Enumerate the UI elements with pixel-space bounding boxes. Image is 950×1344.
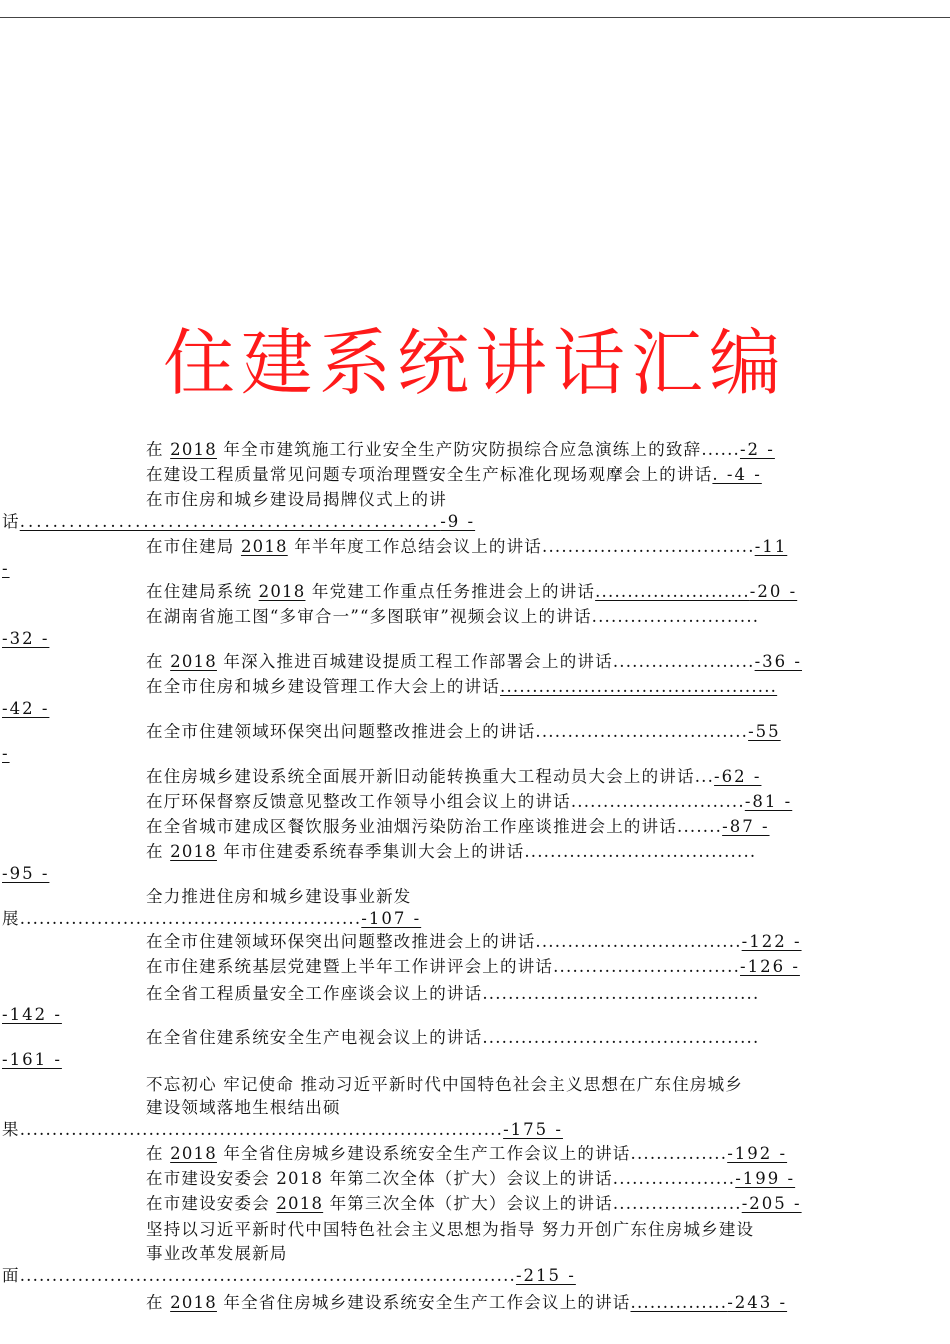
toc-page-number[interactable]: -205 - <box>741 1194 802 1213</box>
toc-entry-text: 在全市住建领域环保突出问题整改推进会上的讲话 <box>146 932 536 951</box>
toc-page-number[interactable]: -42 - <box>2 699 50 718</box>
toc-leader-dots: ........................................... <box>482 984 760 1003</box>
toc-page-number[interactable]: -107 - <box>361 909 422 928</box>
toc-page-number[interactable]: - <box>2 744 10 763</box>
toc-entry[interactable] <box>146 841 756 863</box>
toc-entry-continuation[interactable] <box>146 1243 288 1265</box>
toc-entry[interactable] <box>146 886 412 908</box>
toc-entry-text: 在市建设安委会 2018 年第二次全体（扩大）会议上的讲话 <box>146 1169 613 1188</box>
toc-entry-continuation[interactable] <box>2 511 475 533</box>
toc-page-wrap <box>2 743 10 765</box>
toc-entry-text: 在住房城乡建设系统全面展开新旧动能转换重大工程动员大会上的讲话 <box>146 767 695 786</box>
toc-entry-text: 年半年度工作总结会议上的讲话 <box>287 537 542 556</box>
toc-entry-text: 在住建局系统 <box>146 582 259 601</box>
toc-entry-text: 在湖南省施工图“多审合一”“多图联审”视频会议上的讲话 <box>146 607 592 626</box>
toc-entry[interactable] <box>146 1168 795 1190</box>
toc-entry[interactable] <box>146 581 797 603</box>
toc-entry-text: 在 <box>146 1144 171 1163</box>
toc-page-number[interactable]: -2 - <box>739 440 775 459</box>
toc-entry-year: 2018 <box>170 440 217 459</box>
toc-entry-year: 2018 <box>240 537 288 556</box>
toc-entry-continuation[interactable] <box>2 908 421 930</box>
toc-entry-text: 年全市建筑施工行业安全生产防灾防损综合应急演练上的致辞 <box>216 440 702 459</box>
toc-leader-dots: ....... <box>677 817 723 836</box>
toc-entry-text: 在市住房和城乡建设局揭牌仪式上的讲 <box>146 490 447 509</box>
toc-leader-dots: ........................ <box>595 582 750 601</box>
toc-page-number[interactable]: - <box>2 559 10 578</box>
toc-leader-dots: ............................................................................. <box>19 1266 516 1285</box>
toc-entry-year: 2018 <box>170 652 217 671</box>
toc-entry-continuation[interactable] <box>2 1119 563 1141</box>
toc-leader-dots: ................................ <box>535 932 742 951</box>
toc-entry-text: 年第三次全体（扩大）会议上的讲话 <box>323 1194 613 1213</box>
toc-page-wrap <box>2 698 49 720</box>
toc-entry-text: 在全省住建系统安全生产电视会议上的讲话 <box>146 1028 483 1047</box>
toc-entry-text: 在 <box>146 842 171 861</box>
toc-page-number[interactable]: -175 - <box>503 1120 563 1139</box>
toc-page-number[interactable]: -199 - <box>735 1169 796 1188</box>
toc-leader-dots: ..................................................... <box>19 909 362 928</box>
toc-entry[interactable] <box>146 1292 787 1314</box>
toc-entry[interactable] <box>146 791 792 813</box>
toc-page-number[interactable]: -32 - <box>2 629 50 648</box>
toc-entry-text: 年深入推进百城建设提质工程工作部署会上的讲话 <box>216 652 613 671</box>
toc-entry-year: 2018 <box>170 1293 217 1312</box>
toc-page-number[interactable]: -55 <box>748 722 781 741</box>
toc-entry-text: 在 <box>146 1293 171 1312</box>
toc-entry-text: 话 <box>2 512 20 531</box>
toc-leader-dots: .................................... <box>524 842 757 861</box>
toc-leader-dots: ... <box>694 767 715 786</box>
toc-entry-text: 果 <box>2 1120 20 1139</box>
toc-page-wrap <box>2 558 10 580</box>
toc-entry-continuation[interactable] <box>2 1265 576 1287</box>
toc-entry-text: 建设领域落地生根结出硕 <box>146 1098 341 1117</box>
toc-page-number[interactable]: -122 - <box>741 932 802 951</box>
toc-entry-year: 2018 <box>170 842 217 861</box>
toc-entry-text: 面 <box>2 1266 20 1285</box>
toc-entry[interactable] <box>146 1074 743 1096</box>
toc-leader-dots: ............... <box>630 1293 728 1312</box>
toc-entry-text: 事业改革发展新局 <box>146 1244 288 1263</box>
toc-entry[interactable] <box>146 721 781 743</box>
toc-entry-text: 在全市住建领域环保突出问题整改推进会上的讲话 <box>146 722 536 741</box>
toc-page-number[interactable]: -243 - <box>727 1293 788 1312</box>
toc-entry[interactable] <box>146 536 787 558</box>
toc-entry[interactable] <box>146 464 762 486</box>
toc-page-number[interactable]: -62 - <box>714 767 762 786</box>
toc-entry-text: 在建设工程质量常见问题专项治理暨安全生产标准化现场观摩会上的讲话 <box>146 465 713 484</box>
toc-leader-dots: ................................. <box>535 722 749 741</box>
toc-page-wrap <box>2 1004 62 1026</box>
toc-entry[interactable] <box>146 651 802 673</box>
toc-leader-dots: ........................................... <box>500 677 778 696</box>
toc-leader-dots: ............... <box>630 1144 728 1163</box>
toc-entry-text: 年党建工作重点任务推进会上的讲话 <box>305 582 596 601</box>
toc-page-wrap <box>2 1049 62 1071</box>
toc-entry-year: 2018 <box>276 1194 324 1213</box>
toc-entry-text: 在厅环保督察反馈意见整改工作领导小组会议上的讲话 <box>146 792 571 811</box>
toc-entry[interactable] <box>146 1193 802 1215</box>
toc-page-number[interactable]: -215 - <box>515 1266 576 1285</box>
toc-page-number[interactable]: . -4 - <box>712 465 762 484</box>
toc-entry[interactable] <box>146 1143 787 1165</box>
toc-entry-text: 全力推进住房和城乡建设事业新发 <box>146 887 412 906</box>
toc-page-number[interactable]: -161 - <box>2 1050 62 1069</box>
toc-leader-dots: ........................................................................... <box>19 1120 504 1139</box>
toc-entry[interactable] <box>146 1027 759 1049</box>
toc-page-wrap <box>2 628 49 650</box>
toc-entry-text: 在市建设安委会 <box>146 1194 277 1213</box>
toc-entry[interactable] <box>146 983 759 1005</box>
toc-leader-dots: ................................................... <box>19 512 441 531</box>
toc-entry[interactable] <box>146 766 761 788</box>
toc-entry-year: 2018 <box>170 1144 217 1163</box>
toc-entry[interactable] <box>146 1219 754 1241</box>
toc-entry-text: 不忘初心 牢记使命 推动习近平新时代中国特色社会主义思想在广东住房城乡 <box>146 1075 743 1094</box>
toc-entry-year: 2018 <box>258 582 306 601</box>
toc-entry-text: 年市住建委系统春季集训大会上的讲话 <box>216 842 525 861</box>
toc-entry-text: 坚持以习近平新时代中国特色社会主义思想为指导 努力开创广东住房城乡建设 <box>146 1220 755 1239</box>
toc-entry[interactable] <box>146 816 770 838</box>
toc-leader-dots: .......................... <box>591 607 760 626</box>
toc-page-number[interactable]: -11 <box>754 537 788 556</box>
toc-entry-continuation[interactable] <box>146 1097 341 1119</box>
toc-entry-text: 在 <box>146 440 171 459</box>
toc-entry-text: 年全省住房城乡建设系统安全生产工作会议上的讲话 <box>216 1293 631 1312</box>
toc-entry[interactable] <box>146 489 447 511</box>
toc-page-number[interactable]: -36 - <box>754 652 803 671</box>
toc-entry-text: 在市住建局 <box>146 537 241 556</box>
toc-entry-text: 展 <box>2 909 20 928</box>
toc-page-number[interactable]: -95 - <box>2 864 50 883</box>
toc-page-number[interactable]: -142 - <box>2 1005 62 1024</box>
toc-entry-text: 年全省住房城乡建设系统安全生产工作会议上的讲话 <box>216 1144 631 1163</box>
toc-entry-text: 在全市住房和城乡建设管理工作大会上的讲话 <box>146 677 500 696</box>
toc-entry[interactable] <box>146 606 759 628</box>
toc-entry-text: 在全省工程质量安全工作座谈会议上的讲话 <box>146 984 483 1003</box>
toc-page-number[interactable]: -126 - <box>740 957 800 976</box>
toc-entry-text: 在全省城市建成区餐饮服务业油烟污染防治工作座谈推进会上的讲话 <box>146 817 677 836</box>
toc-leader-dots: ........................................... <box>482 1028 760 1047</box>
document-title: 住建系统讲话汇编 <box>162 321 787 406</box>
toc-entry-text: 在 <box>146 652 171 671</box>
toc-entry[interactable] <box>146 931 802 953</box>
toc-leader-dots: ............................. <box>553 957 741 976</box>
toc-entry[interactable] <box>146 956 800 978</box>
toc-entry[interactable] <box>146 676 777 698</box>
toc-page-wrap <box>2 863 49 885</box>
toc-page-number[interactable]: -20 - <box>749 582 798 601</box>
toc-entry-text: 在市住建系统基层党建暨上半年工作讲评会上的讲话 <box>146 957 554 976</box>
toc-leader-dots: ........................... <box>570 792 745 811</box>
toc-page-number[interactable]: -87 - <box>722 817 770 836</box>
toc-leader-dots: .................... <box>612 1194 742 1213</box>
toc-leader-dots: ................... <box>612 1169 736 1188</box>
toc-entry[interactable] <box>146 439 775 461</box>
toc-page-number[interactable]: -81 - <box>744 792 793 811</box>
toc-leader-dots: ...... <box>701 440 740 459</box>
toc-leader-dots: ...................... <box>612 652 755 671</box>
toc-page-number[interactable]: -9 - <box>440 512 476 531</box>
toc-page-number[interactable]: -192 - <box>727 1144 788 1163</box>
toc-leader-dots: ................................. <box>542 537 755 556</box>
